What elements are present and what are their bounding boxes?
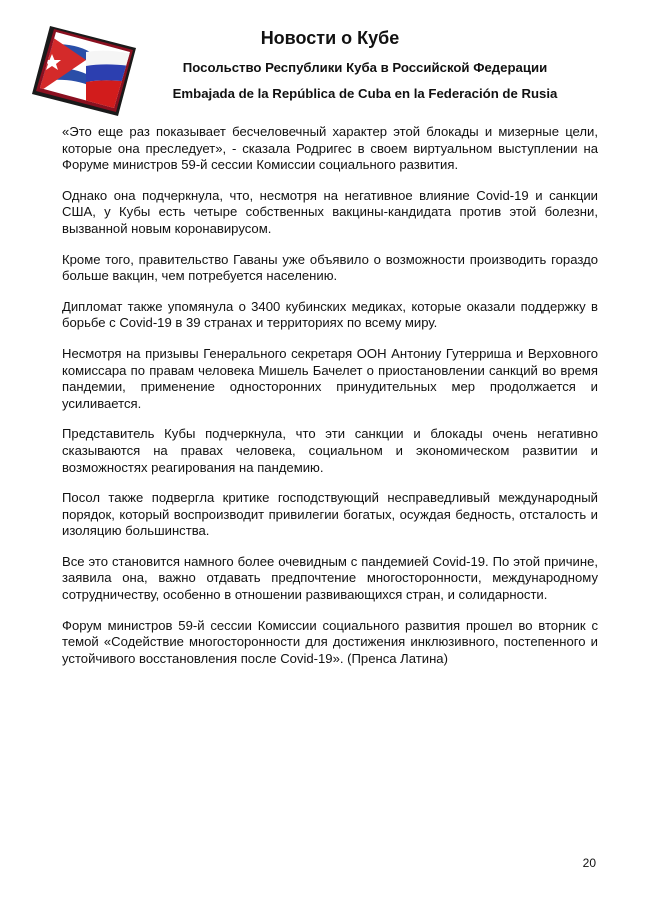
- cuba-russia-flags-icon: [30, 22, 142, 118]
- subtitle-spanish: Embajada de la República de Cuba en la Federación de Rusia: [172, 86, 558, 101]
- paragraph: Однако она подчеркнула, что, несмотря на негативное влияние Covid-19 и санкции США, у Кубы есть четыре собственных вакцины-кандидата против этой болезни, вызванной новым коронавирусом.: [62, 187, 598, 236]
- paragraph: «Это еще раз показывает бесчеловечный характер этой блокады и мизерные цели, которые она преследует», - сказала Родригес в своем виртуальном выступлении на Форуме министров 59-й сессии Комиссии социального развития.: [62, 124, 598, 173]
- paragraph: Посол также подвергла критике господствующий несправедливый международный порядок, который воспроизводит привилегии богатых, осуждая бедность, отсталость и изоляцию большинства.: [62, 490, 598, 539]
- paragraph: Представитель Кубы подчеркнула, что эти санкции и блокады очень негативно сказываются на правах человека, социальном и экономическом развитии и возможностях реагирования на пандемию.: [62, 426, 598, 475]
- paragraph: Форум министров 59-й сессии Комиссии социального развития прошел во вторник с темой «Содействие многосторонности для достижения инклюзивного, постепенного и устойчивого восстановления после Covid-19». (Пренса Латина): [62, 617, 598, 666]
- paragraph: Несмотря на призывы Генерального секретаря ООН Антониу Гутерриша и Верховного комиссара по правам человека Мишель Бачелет о приостановлении санкций во время пандемии, применение односторонних принудительных мер продолжается и усиливается.: [62, 345, 598, 411]
- paragraph: Дипломат также упомянула о 3400 кубинских медиках, которые оказали поддержку в борьбе с Covid-19 в 39 странах и территориях по всему миру.: [62, 298, 598, 331]
- paragraph: Все это становится намного более очевидным с пандемией Covid-19. По этой причине, заявила она, важно отдавать предпочтение многосторонности, международному сотрудничеству, особенно в отношении развивающихся стран, и солидарности.: [62, 553, 598, 603]
- paragraph: Кроме того, правительство Гаваны уже объявило о возможности производить гораздо больше вакцин, чем потребуется населению.: [62, 251, 598, 284]
- page-title: Новости о Кубе: [260, 28, 400, 48]
- page-number: 20: [582, 856, 596, 870]
- subtitle-russian: Посольство Республики Куба в Российской Федерации: [182, 60, 548, 75]
- article-body: [62, 124, 598, 681]
